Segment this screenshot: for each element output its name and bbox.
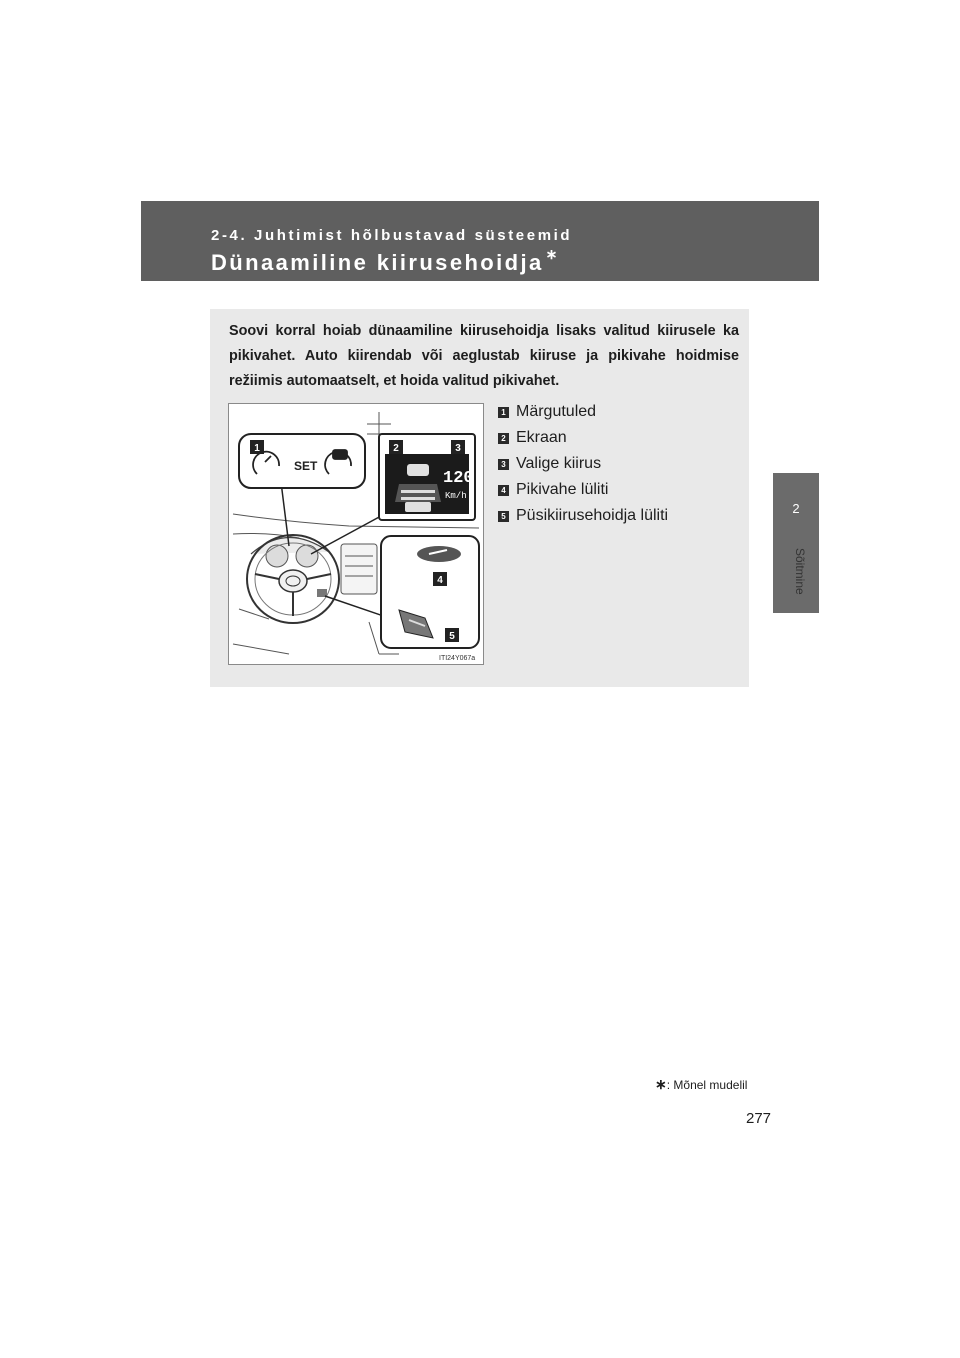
intro-text: Soovi korral hoiab dünaamiline kiirusehoidja lisaks valitud kiirusele ka pikivahet. Auto kiirendab või aeglustab kiiruse ja pikivahe hoidmise režiimis automaatselt, et hoida valitud pikivahet. (229, 323, 739, 389)
legend-label: Ekraan (516, 429, 567, 446)
legend-label: Märgutuled (516, 403, 597, 420)
callout-label-1: 1 (254, 443, 260, 454)
section-label: 2-4. Juhtimist hõlbustavad süsteemid (211, 227, 573, 244)
page-number: 277 (746, 1110, 772, 1127)
set-indicator-label: SET (294, 459, 318, 473)
legend-item (498, 503, 668, 529)
chapter-header (141, 201, 819, 281)
legend-number-badge: 5 (498, 511, 509, 522)
content-box (210, 309, 749, 687)
legend-number-badge: 1 (498, 407, 509, 418)
figure-code: ITI24Y067a (439, 655, 476, 662)
legend-item (498, 425, 668, 451)
callout-label-5: 5 (449, 631, 455, 642)
footnote-marker: ∗ (655, 1076, 667, 1092)
legend-number-badge: 4 (498, 485, 509, 496)
footnote-text: : Mõnel mudelil (666, 1078, 748, 1092)
legend-number-badge: 3 (498, 459, 509, 470)
footnote (655, 1076, 747, 1093)
set-speed-value: 120 (443, 469, 474, 488)
set-speed-unit: Km/h (445, 491, 467, 501)
legend-item (498, 399, 668, 425)
callout-legend (498, 399, 668, 529)
chapter-number: 2 (792, 501, 800, 516)
cockpit-illustration (229, 404, 483, 664)
page-title (211, 246, 560, 276)
page-title-text: Dünaamiline kiirusehoidja (211, 250, 544, 275)
legend-label: Pikivahe lüliti (516, 481, 609, 498)
callout-label-3: 3 (455, 443, 461, 454)
title-footnote-marker: ∗ (545, 246, 560, 262)
distance-switch-icon (417, 546, 461, 562)
cruise-control-figure (228, 403, 484, 665)
callout-label-2: 2 (393, 443, 399, 454)
legend-item (498, 477, 668, 503)
legend-number-badge: 2 (498, 433, 509, 444)
legend-label: Püsikiirusehoidja lüliti (516, 507, 669, 524)
callout-label-4: 4 (437, 575, 443, 586)
legend-label: Valige kiirus (516, 455, 602, 472)
legend-item (498, 451, 668, 477)
chapter-name: Sõitmine (793, 548, 807, 595)
